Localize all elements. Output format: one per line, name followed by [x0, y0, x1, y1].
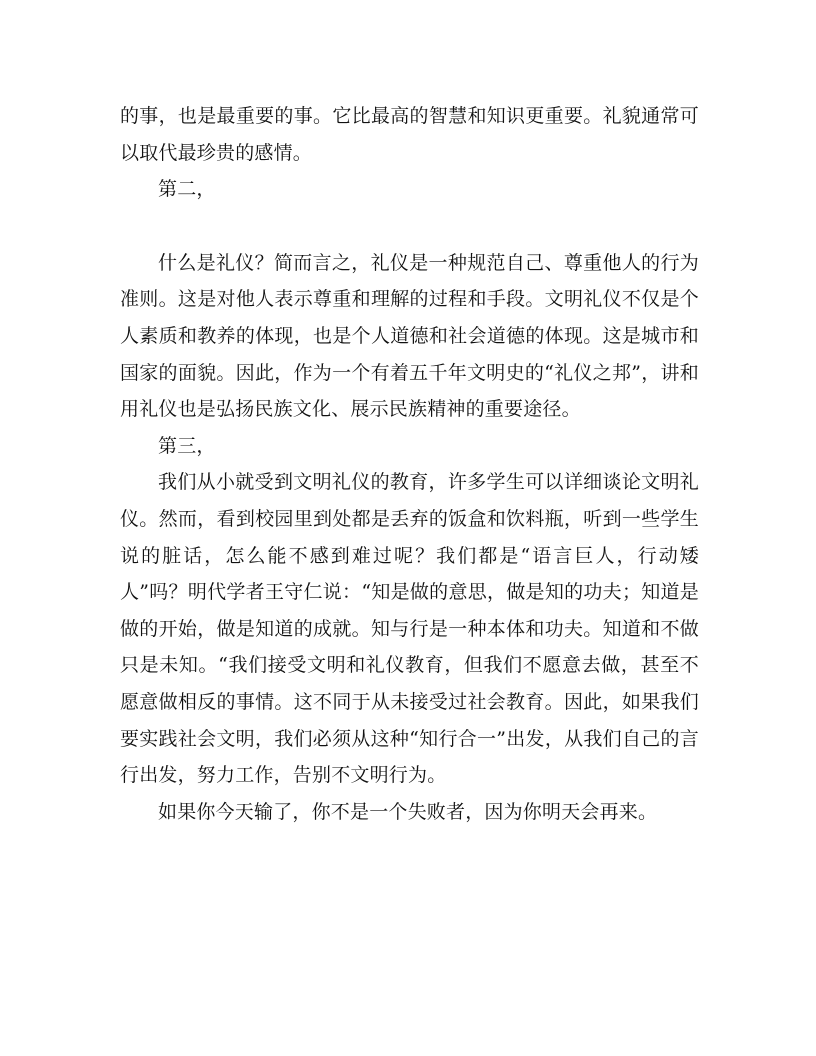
paragraph-closing: 如果你今天输了，你不是一个失败者，因为你明天会再来。: [158, 800, 658, 823]
heading-second: 第二，: [158, 178, 216, 201]
paragraph-etiquette-definition: 什么是礼仪？简而言之，礼仪是一种规范自己、尊重他人的行为准则。这是对他人表示尊重和理解的过程和手段。文明礼仪不仅是个人素质和教养的体现，也是个人道德和社会道德的体现。这是城市和国家的面貌。因此，作为一个有着五千年文明史的“礼仪之邦”，讲和用礼仪也是弘扬民族文化、展示民族精神的重要途径。: [120, 251, 699, 421]
paragraph-continuation: 的事，也是最重要的事。它比最高的智慧和知识更重要。礼貌通常可以取代最珍贵的感情。: [120, 105, 699, 164]
heading-third: 第三，: [158, 434, 216, 457]
paragraph-knowledge-action: 我们从小就受到文明礼仪的教育，许多学生可以详细谈论文明礼仪。然而，看到校园里到处都是丢弃的饭盒和饮料瓶，听到一些学生说的脏话，怎么能不感到难过呢？我们都是“语言巨人，行动矮人”吗？明代学者王守仁说：“知是做的意思，做是知的功夫；知道是做的开始，做是知道的成就。知与行是一种本体和功夫。知道和不做只是未知。“我们接受文明和礼仪教育，但我们不愿意去做，甚至不愿意做相反的事情。这不同于从未接受过社会教育。因此，如果我们要实践社会文明，我们必须从这种“知行合一”出发，从我们自己的言行出发，努力工作，告别不文明行为。: [120, 471, 699, 787]
blank-line: [120, 208, 699, 245]
document-page: [120, 98, 699, 830]
